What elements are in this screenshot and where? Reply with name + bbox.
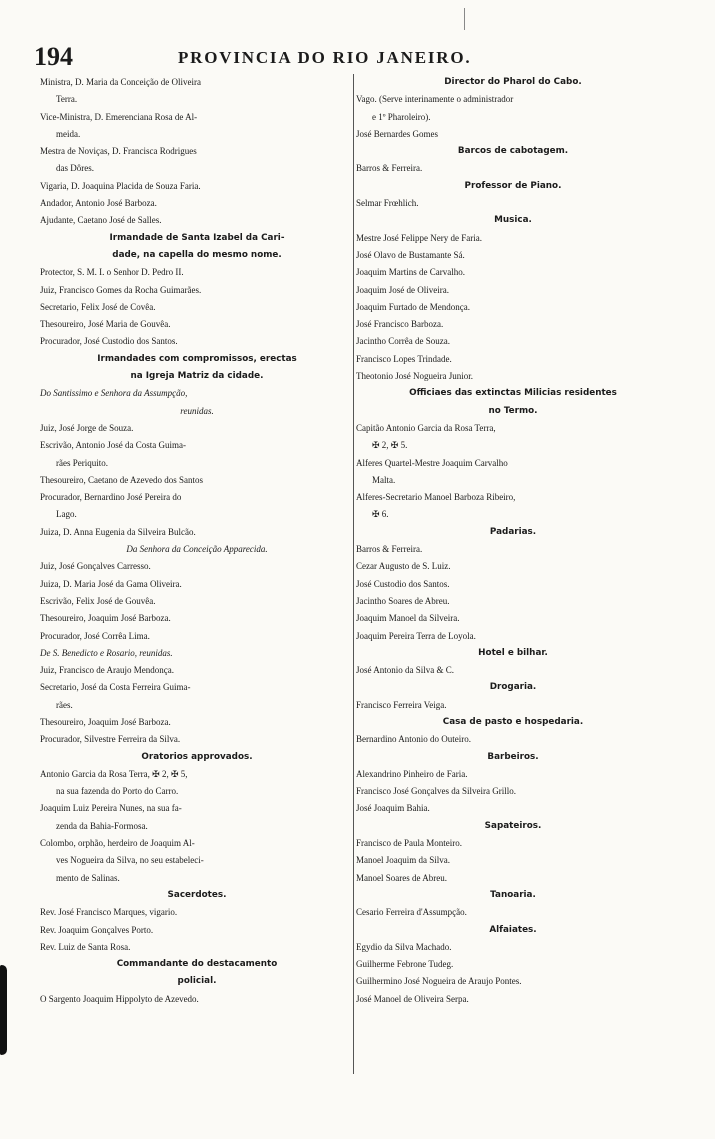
entry-line: Ajudante, Caetano José de Salles. [40,215,162,226]
page-mark [464,8,465,30]
entry-line: José Joaquim Bahia. [356,803,430,814]
entry-line: Manoel Joaquim da Silva. [356,855,450,866]
entry-line: Vice-Ministra, D. Emerenciana Rosa de Al- [40,111,198,122]
entry-line: Thesoureiro, Caetano de Azevedo dos Santos [40,474,203,485]
entry-line: Rev. José Francisco Marques, vigario. [40,907,178,918]
section-heading: Padarias. [489,526,537,537]
subsection-heading: reunidas. [180,405,214,416]
entry-continuation: ves Nogueira da Silva, no seu estabeleci- [56,855,204,866]
entry-line: Thesoureiro, Joaquim José Barboza. [40,613,171,624]
binding-stain [0,965,7,1055]
entry-line: Ministra, D. Maria da Conceição de Oliveira [40,77,201,87]
entry-continuation: rães Periquito. [56,457,108,468]
entry-line: Juiz, Francisco Gomes da Rocha Guimarães. [40,284,202,295]
section-heading: Barbeiros. [487,751,539,762]
subsection-heading: Da Senhora da Conceição Apparecida. [126,544,268,555]
entry-continuation: Terra. [56,94,78,105]
entry-line: Thesoureiro, Joaquim José Barboza. [40,716,171,727]
entry-line: O Sargento Joaquim Hippolyto de Azevedo. [40,993,199,1004]
entry-line: José Manoel de Oliveira Serpa. [356,993,469,1004]
entry-line: Jacintho Soares de Abreu. [356,595,450,606]
section-heading: Irmandade de Santa Izabel da Cari- [109,232,285,243]
entry-line: Joaquim José de Oliveira. [356,284,449,295]
entry-line: Joaquim Pereira Terra de Loyola. [356,630,476,641]
entry-line: Barros & Ferreira. [356,544,423,555]
entry-line: Thesoureiro, José Maria de Gouvêa. [40,319,171,330]
section-heading: Alfaiates. [489,924,537,935]
entry-line: Guilherme Febrone Tudeg. [356,959,454,970]
entry-line: José Bernardes Gomes [356,128,438,139]
entry-continuation: ✠ 6. [372,509,389,520]
entry-line: Secretario, Felix José de Covêa. [40,301,156,312]
section-heading: policial. [177,976,217,987]
section-heading: Director do Pharol do Cabo. [444,77,582,87]
section-heading: Musica. [494,215,532,226]
section-heading: dade, na capella do mesmo nome. [112,249,282,260]
section-heading: Officiaes das extinctas Milicias residentes [409,388,617,399]
entry-line: Secretario, José da Costa Ferreira Guima- [40,682,191,693]
entry-line: Antonio Garcia da Rosa Terra, ✠ 2, ✠ 5, [40,768,188,779]
entry-line: Cezar Augusto de S. Luiz. [356,561,451,572]
section-heading: Barcos de cabotagem. [457,146,569,157]
entry-line: Rev. Luiz de Santa Rosa. [40,941,131,952]
entry-line: Alexandrino Pinheiro de Faria. [356,768,468,779]
entry-continuation: ✠ 2, ✠ 5. [372,440,408,451]
entry-line: Francisco Lopes Trindade. [356,353,452,364]
entry-continuation: meida. [56,128,81,139]
entry-continuation: Lago. [56,509,77,520]
entry-line: Colombo, orphão, herdeiro de Joaquim Al- [40,838,195,849]
entry-line: Procurador, Bernardino José Pereira do [40,492,182,503]
entry-line: Alferes-Secretario Manoel Barboza Ribeiro, [356,492,516,503]
entry-line: Juiz, Francisco de Araujo Mendonça. [40,665,174,676]
right-column [356,74,670,1008]
entry-continuation: Malta. [372,474,396,485]
entry-continuation: na sua fazenda do Porto do Carro. [56,786,179,797]
entry-line: Juiz, José Jorge de Souza. [40,422,134,433]
section-heading: na Igreja Matriz da cidade. [130,371,264,382]
entry-line: Vigaria, D. Joaquina Placida de Souza Faria. [40,180,201,191]
page-header [34,42,684,71]
entry-continuation: mento de Salinas. [56,872,120,883]
left-column [40,74,354,1008]
section-heading: Professor de Piano. [464,180,562,191]
entry-line: Joaquim Luiz Pereira Nunes, na sua fa- [40,803,182,814]
entry-line: Guilhermino José Nogueira de Araujo Pontes. [356,976,522,987]
entry-line: Mestre José Felippe Nery de Faria. [356,232,482,243]
entry-line: Joaquim Furtado de Mendonça. [356,301,470,312]
entry-line: Juiza, D. Maria José da Gama Oliveira. [40,578,182,589]
entry-line: Rev. Joaquim Gonçalves Porto. [40,924,154,935]
entry-line: Francisco José Gonçalves da Silveira Grillo. [356,786,516,797]
subsection-heading: De S. Benedicto e Rosario, reunidas. [40,647,173,658]
entry-line: Egydio da Silva Machado. [356,941,452,952]
entry-line: Procurador, José Custodio dos Santos. [40,336,178,347]
section-heading: Hotel e bilhar. [478,647,548,658]
page-number: 194 [34,42,73,71]
section-heading: Tanoaria. [490,889,536,900]
entry-continuation: e 1º Pharoleiro). [372,111,431,122]
entry-line: Juiza, D. Anna Eugenia da Silveira Bulcão. [40,526,196,537]
entry-line: Francisco de Paula Monteiro. [356,838,462,849]
entry-line: Bernardino Antonio do Outeiro. [356,734,471,745]
section-heading: Commandante do destacamento [116,959,278,970]
entry-line: Escrivão, Antonio José da Costa Guima- [40,440,186,451]
entry-line: José Francisco Barboza. [356,319,444,330]
entry-line: Alferes Quartel-Mestre Joaquim Carvalho [356,457,508,468]
running-title: PROVINCIA DO RIO JANEIRO. [178,48,472,67]
entry-line: Juiz, José Gonçalves Carresso. [40,561,151,572]
entry-line: Capitão Antonio Garcia da Rosa Terra, [356,422,496,433]
section-heading: Sapateiros. [484,820,542,831]
section-heading: Casa de pasto e hospedaria. [442,716,584,727]
entry-line: José Antonio da Silva & C. [356,665,455,676]
entry-line: Francisco Ferreira Veiga. [356,699,447,710]
subsection-heading: Do Santissimo e Senhora da Assumpção, [40,388,188,399]
entry-line: Mestra de Noviças, D. Francisca Rodrigues [40,146,197,157]
entry-continuation: rães. [56,699,73,710]
entry-line: Manoel Soares de Abreu. [356,872,447,883]
entry-line: Procurador, José Corrêa Lima. [40,630,150,641]
entry-line: Jacintho Corrêa de Souza. [356,336,450,347]
entry-line: Cesario Ferreira d'Assumpção. [356,907,467,918]
entry-line: Protector, S. M. I. o Senhor D. Pedro II. [40,267,184,278]
entry-line: Escrivão, Felix José de Gouvêa. [40,595,156,606]
entry-continuation: das Dôres. [56,163,94,174]
section-heading: Oratorios approvados. [141,751,253,762]
entry-line: Vago. (Serve interinamente o administrador [356,94,514,105]
entry-line: José Custodio dos Santos. [356,578,450,589]
entry-continuation: zenda da Bahia-Formosa. [56,820,148,831]
entry-line: José Olavo de Bustamante Sá. [356,249,465,260]
entry-line: Procurador, Silvestre Ferreira da Silva. [40,734,181,745]
entry-line: Selmar Frœhlich. [356,198,419,209]
section-heading: Sacerdotes. [167,889,227,900]
section-heading: Drogaria. [489,682,537,693]
section-heading: no Termo. [488,405,538,416]
entry-line: Joaquim Martins de Carvalho. [356,267,465,278]
entry-line: Joaquim Manoel da Silveira. [356,613,460,624]
entry-line: Andador, Antonio José Barboza. [40,198,157,209]
entry-line: Barros & Ferreira. [356,163,423,174]
section-heading: Irmandades com compromissos, erectas [97,353,297,364]
entry-line: Theotonio José Nogueira Junior. [356,371,473,382]
